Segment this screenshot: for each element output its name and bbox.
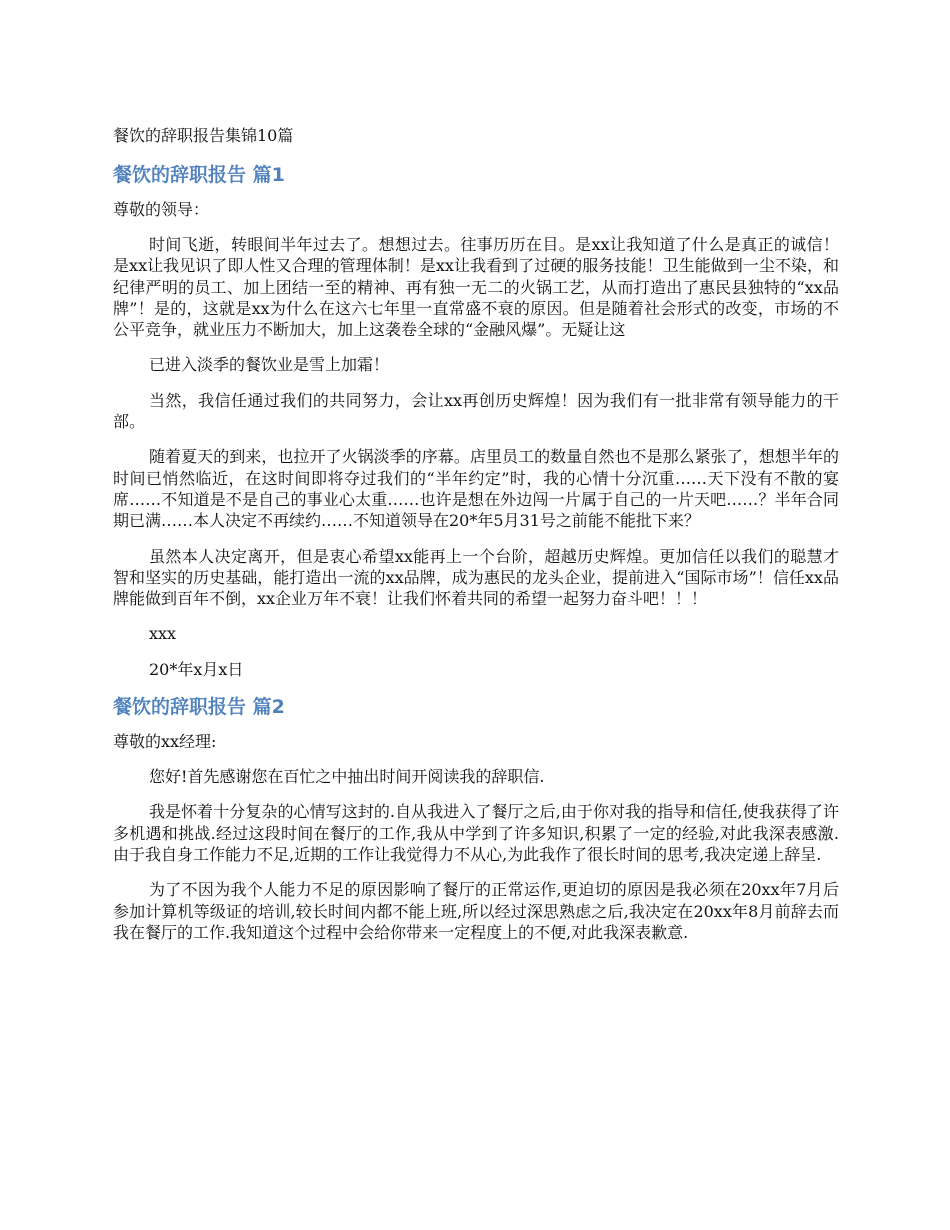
date: 20*年x月x日 (149, 659, 244, 679)
paragraph: 虽然本人决定离开，但是衷心希望xx能再上一个台阶，超越历史辉煌。更加信任以我们的聪慧才智和坚实的历史基础，能打造出一流的xx品牌，成为惠民的龙头企业，提前进入“国际市场”！信任xx品牌能做到百年不倒，xx企业万年不衰！让我们怀着共同的希望一起努力奋斗吧！！！ (113, 546, 839, 609)
section-2 (113, 694, 839, 943)
paragraph: 已进入淡季的餐饮业是雪上加霜！ (149, 355, 390, 375)
section-1 (113, 162, 839, 680)
paragraph: 随着夏天的到来，也拉开了火锅淡季的序幕。店里员工的数量自然也不是那么紧张了，想想半年的时间已悄然临近，在这时间即将夺过我们的“半年约定”时，我的心情十分沉重……天下没有不散的宴席……不知道是不是自己的事业心太重……也许是想在外边闯一片属于自己的一片天吧……？半年合同期已满……本人决定不再续约……不知道领导在20*年5月31号之前能不能批下来？ (113, 447, 839, 531)
paragraph: 为了不因为我个人能力不足的原因影响了餐厅的正常运作,更迫切的原因是我必须在20xx年7月后参加计算机等级证的培训,较长时间内都不能上班,所以经过深思熟虑之后,我决定在20xx年8月前辞去而我在餐厅的工作.我知道这个过程中会给你带来一定程度上的不便,对此我深表歉意. (113, 880, 839, 942)
document-page (113, 124, 839, 957)
salutation: 尊敬的领导： (113, 200, 210, 219)
salutation: 尊敬的xx经理: (113, 732, 217, 752)
paragraph: 时间飞逝，转眼间半年过去了。想想过去。往事历历在目。是xx让我知道了什么是真正的诚信！是xx让我见识了即人性又合理的管理体制！是xx让我看到了过硬的服务技能！卫生能做到一尘不染，和纪律严明的员工、加上团结一至的精神、再有独一无二的火锅工艺，从而打造出了惠民县独特的“xx品牌”！是的，这就是xx为什么在这六七年里一直常盛不衰的原因。但是随着社会形式的改变，市场的不公平竞争，就业压力不断加大，加上这袭卷全球的“金融风爆”。无疑让这 (113, 235, 839, 340)
paragraph: 我是怀着十分复杂的心情写这封的.自从我进入了餐厅之后,由于你对我的指导和信任,使我获得了许多机遇和挑战.经过这段时间在餐厅的工作,我从中学到了许多知识,积累了一定的经验,对此我深表感激.由于我自身工作能力不足,近期的工作让我觉得力不从心,为此我作了很长时间的思考,我决定递上辞呈. (113, 802, 839, 864)
section-heading: 餐饮的辞职报告 篇1 (113, 164, 285, 186)
document-title: 餐饮的辞职报告集锦10篇 (113, 126, 294, 145)
paragraph: 当然，我信任通过我们的共同努力，会让xx再创历史辉煌！因为我们有一批非常有领导能力的干部。 (113, 390, 839, 432)
section-heading: 餐饮的辞职报告 篇2 (113, 696, 285, 719)
paragraph: 您好!首先感谢您在百忙之中抽出时间开阅读我的辞职信. (149, 767, 545, 787)
signature: xxx (149, 624, 177, 644)
